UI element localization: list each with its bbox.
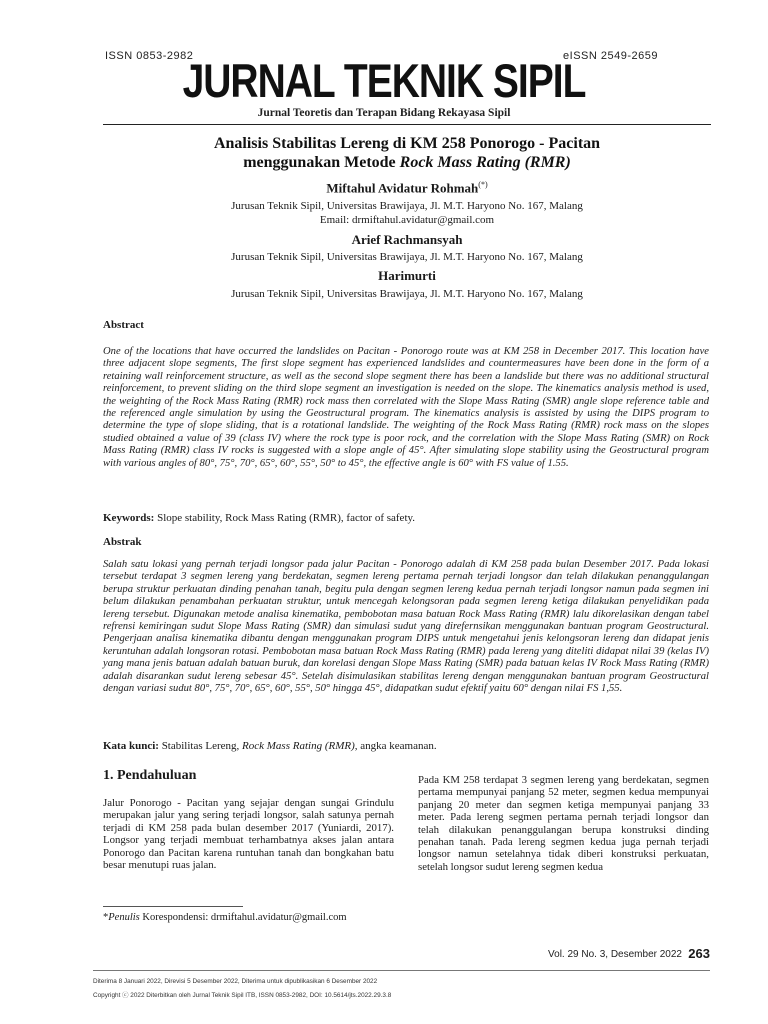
footnote-correspondence xyxy=(103,912,347,923)
article-title xyxy=(103,134,711,172)
abstrak-label: Abstrak xyxy=(103,536,142,548)
author-1-email: Email: drmiftahul.avidatur@gmail.com xyxy=(319,214,495,226)
kata-kunci-italic: Rock Mass Rating (RMR), xyxy=(242,740,358,752)
journal-title: JURNAL TEKNIK SIPIL xyxy=(182,56,586,108)
issn-print: ISSN 0853-2982 xyxy=(105,50,194,62)
page-number: 263 xyxy=(688,946,710,961)
section-heading-pendahuluan: 1. Pendahuluan xyxy=(103,768,197,783)
footnote-label: Penulis xyxy=(108,912,140,923)
abstract-text: One of the locations that have occurred the landslides on Pacitan - Ponorogo route was at KM 258 in December 2017. This location have three adjacent slope segments, The first slope segment has experienced landslides and countermeasures have been done in the form of a retaining wall reinforcement structure, as well as the second slope segment there has been a landslide but there was no additional structural reinforcement, to prevent sliding on the third slope segment an investigation is needed on the slope. The kinematics analysis method is used, the weighting of the Rock Mass Rating (RMR) rock mass then correlated with the Slope Mass Rating (SMR) angle slope reference table and the referenced angle simulation by using the Geostructural program. The kinematics analysis is assisted by using the DIPS program to determine the type of slope sliding, that is a rotational landslide. The weighting of the Rock Mass Rating (RMR) rock mass on the slopes studied obtained a value of 39 (class IV) where the rock type is poor rock, and the correlation with the Slope Mass Rating (SMR) on Rock Mass Rating (RMR) class IV rocks is suggested with a slope angle of 45°. After simulating slope stability using the Geostructural program with various angles of 80°, 75°, 70°, 65°, 60°, 55°, 50° to 45°, the effective angle is 60° with FS value of 1.55. xyxy=(103,346,709,469)
footnote-divider xyxy=(103,906,243,907)
keywords xyxy=(103,512,709,524)
footer-divider xyxy=(93,970,710,971)
kata-kunci xyxy=(103,740,709,752)
issn-electronic: eISSN 2549-2659 xyxy=(563,50,658,62)
author-1 xyxy=(103,180,711,196)
intro-left-column xyxy=(103,768,394,871)
author-3-affiliation: Jurusan Teknik Sipil, Universitas Brawijaya, Jl. M.T. Haryono No. 167, Malang xyxy=(231,288,583,300)
kata-kunci-part2: angka keamanan. xyxy=(357,740,437,752)
article-title-italic: Rock Mass Rating (RMR) xyxy=(399,154,571,171)
article-title-line1: Analisis Stabilitas Lereng di KM 258 Ponorogo - Pacitan xyxy=(213,135,601,152)
abstract-label: Abstract xyxy=(103,319,144,331)
article-title-line2 xyxy=(103,153,711,172)
author-1-name: Miftahul Avidatur Rohmah xyxy=(326,180,479,196)
journal-subtitle: Jurnal Teoretis dan Terapan Bidang Rekayasa Sipil xyxy=(257,107,511,119)
copyright-line: Copyright ⓒ 2022 Diterbitkan oleh Jurnal Teknik Sipil ITB, ISSN 0853-2982, DOI: 10.5614/jts.2022.29.3.8 xyxy=(93,992,392,999)
header-divider xyxy=(103,124,711,125)
volume-info: Vol. 29 No. 3, Desember 2022 xyxy=(548,949,682,960)
author-2: Arief Rachmansyah xyxy=(351,232,463,247)
kata-kunci-label: Kata kunci: xyxy=(103,740,159,752)
article-title-plain: menggunakan Metode xyxy=(243,154,400,171)
intro-paragraph-right: Pada KM 258 terdapat 3 segmen lereng yang berdekatan, segmen pertama mempunyai panjang 52 meter, segmen kedua mempunyai panjang 20 meter dan segmen ketiga mempunyai panjang 33 meter. Pada lereng segmen pertama pernah terjadi longsor dan telah dilakukan penanggulangan berupa konstruksi dinding penahan tanah. Pada lereng segmen kedua juga pernah terjadi longsor namun setelahnya tidak diberi konstruksi perkuatan, setelah longsor sudut lereng segmen kedua xyxy=(418,774,709,873)
footnote-asterisk: * xyxy=(103,912,109,923)
author-3: Harimurti xyxy=(378,268,436,283)
keywords-label: Keywords: xyxy=(103,512,155,524)
keywords-list: Slope stability, Rock Mass Rating (RMR), factor of safety. xyxy=(154,512,416,524)
footnote-email: Korespondensi: drmiftahul.avidatur@gmail.com xyxy=(139,912,347,923)
corresponding-mark: (*) xyxy=(478,180,488,189)
article-history: Diterima 8 Januari 2022, Direvisi 5 Desember 2022, Diterima untuk dipublikasikan 6 Desember 2022 xyxy=(93,978,378,985)
author-1-affiliation: Jurusan Teknik Sipil, Universitas Brawijaya, Jl. M.T. Haryono No. 167, Malang xyxy=(231,200,583,212)
intro-right-column xyxy=(418,774,709,873)
intro-paragraph-left: Jalur Ponorogo - Pacitan yang sejajar dengan sungai Grindulu merupakan jalur yang sering terjadi longsor, salah satunya pernah terjadi di KM 258 pada bulan desember 2017 (Yuniardi, 2017). Longsor yang terjadi membuat terhambatnya akses jalan antara Ponorogo dan Pacitan karena runtuhan tanah dan bongkahan batu besar menutupi ruas jalan. xyxy=(103,797,394,872)
kata-kunci-part1: Stabilitas Lereng, xyxy=(158,740,243,752)
author-2-affiliation: Jurusan Teknik Sipil, Universitas Brawijaya, Jl. M.T. Haryono No. 167, Malang xyxy=(231,251,583,263)
abstrak-text: Salah satu lokasi yang pernah terjadi longsor pada jalur Pacitan - Ponorogo adalah di KM 258 pada bulan Desember 2017. Pada lokasi tersebut terdapat 3 segmen lereng yang berdekatan, segmen lereng pertama pernah terjadi longsor dan telah dilakukan penanggulangan berupa struktur perkuatan dinding penahan tanah, begitu pula dengan segmen lereng kedua pernah terjadi longsor namun pada segmen ini belum dilakukan penambahan perkuatan struktur, untuk mencegah kelongsoran pada segmen lereng ketiga dilakukan penyelidikan pada lereng tersebut. Digunakan metode analisa kinematika, pembobotan masa batuan Rock Mass Rating (RMR) lalu dikorelasikan dengan tabel refrensi kemiringan sudut Slope Mass Rating (SMR) dan simulasi sudut yang direfernsikan menggunakan bantuan program Geostructural. Pengerjaan analisa kinematika dibantu dengan menggunakan program DIPS untuk mengetahui jenis kelongsoran lereng dan didapat jenis keruntuhan adalah longsoran rotasi. Pembobotan masa batuan Rock Mass Rating (RMR) pada lereng yang diteliti didapat nilai 39 (kelas IV) yang mana jenis batuan adalah batuan buruk, dan korelasi dengan Slope Mass Rating (SMR) pada batuan kelas IV Rock Mass Rating (RMR) adalah disarankan sudut lereng sebesar 45°. Setelah disimulasikan stabilitas lereng dengan menggunakan bantuan program Geostructural dengan variasi sudut 80°, 75°, 70°, 65°, 60°, 55°, 50° hingga 45°, didapatkan sudut efektif yaitu 60° dengan nilai FS 1,55. xyxy=(103,559,709,695)
